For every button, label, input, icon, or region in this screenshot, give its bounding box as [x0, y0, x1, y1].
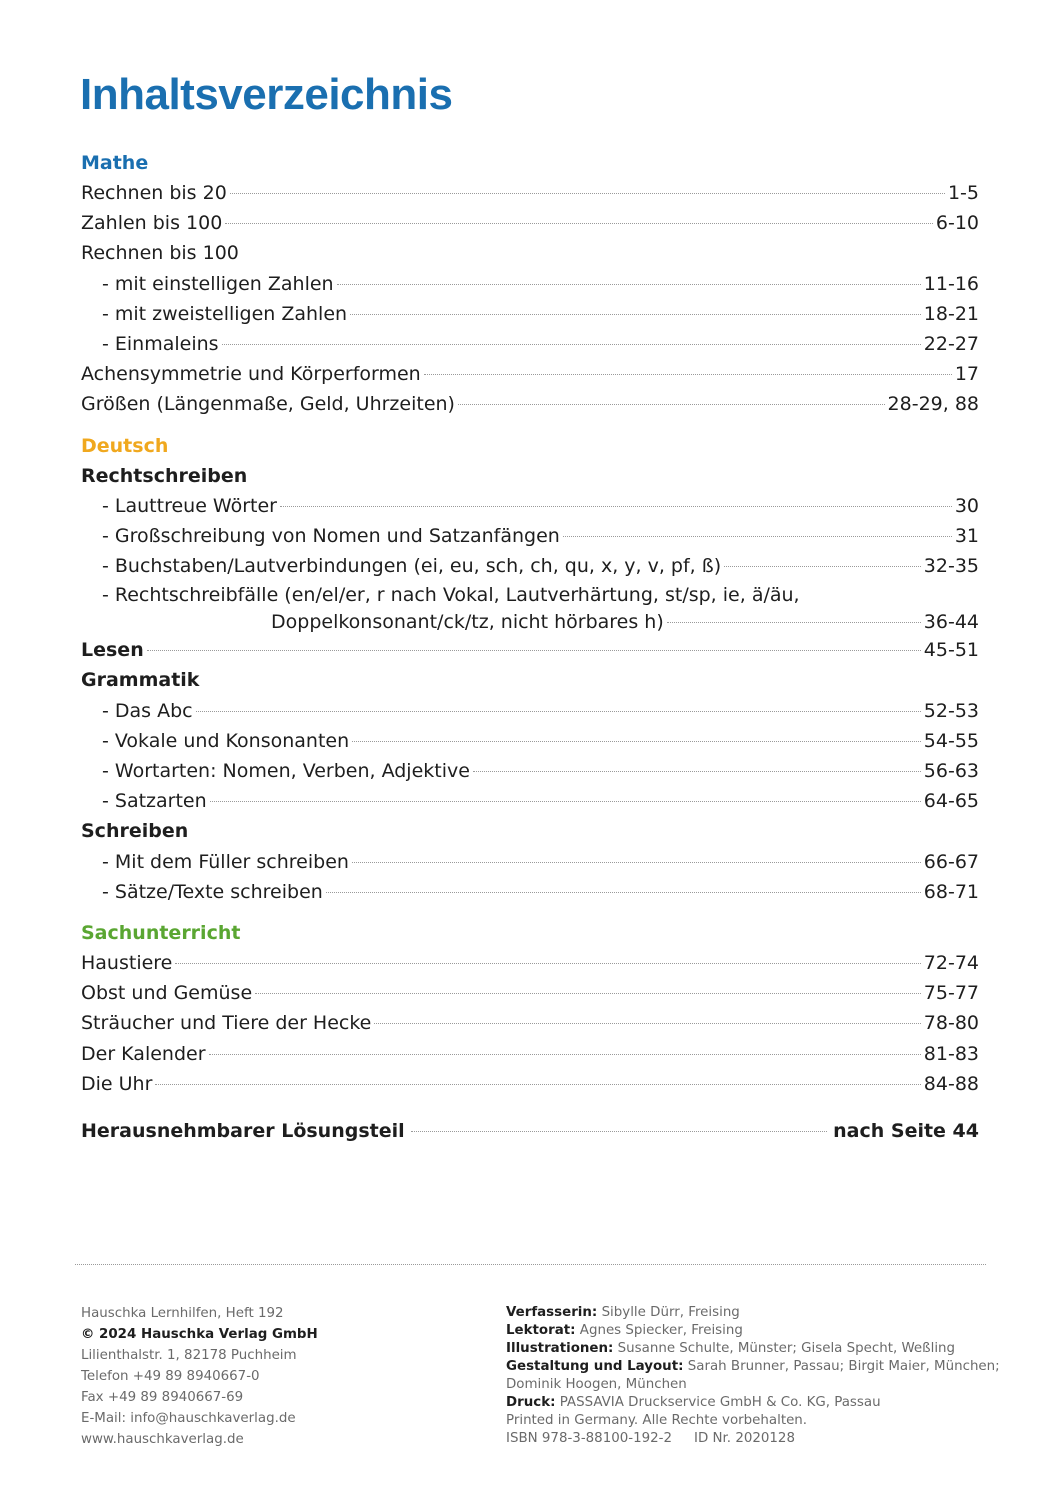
dot-leader	[255, 993, 921, 994]
entry-title: - Vokale und Konsonanten	[102, 729, 350, 752]
entry-title: Rechnen bis 100	[81, 242, 239, 265]
dot-leader	[563, 536, 952, 537]
dot-leader	[147, 650, 921, 651]
entry-pages: 81-83	[923, 1042, 979, 1065]
entry-title: Größen (Längenmaße, Geld, Uhrzeiten)	[81, 393, 455, 416]
entry-pages: 52-53	[923, 699, 979, 722]
dot-leader	[667, 622, 921, 623]
credit-layout-cont: Dominik Hoogen, München	[506, 1377, 687, 1392]
entry-title: - Buchstaben/Lautverbindungen (ei, eu, sch, ch, qu, x, y, v, pf, ß)	[102, 555, 722, 578]
dot-leader	[337, 284, 921, 285]
toc-entry[interactable]	[81, 269, 979, 299]
entry-pages: 30	[954, 494, 979, 517]
publisher-imprint	[81, 1303, 318, 1450]
dot-leader	[280, 506, 952, 507]
toc-entry[interactable]	[81, 359, 979, 389]
entry-pages: 72-74	[923, 951, 979, 974]
credits	[506, 1304, 1000, 1448]
credit-layout: Gestaltung und Layout: Sarah Brunner, Passau; Birgit Maier, München;	[506, 1359, 1000, 1374]
entry-pages: 66-67	[923, 850, 979, 873]
website-link[interactable]: www.hauschkaverlag.de	[81, 1432, 244, 1447]
page-title: Inhaltsverzeichnis	[80, 70, 453, 119]
toc-entry[interactable]	[81, 847, 979, 877]
entry-pages: 78-80	[923, 1012, 979, 1035]
toc-entry[interactable]	[81, 1008, 979, 1038]
dot-leader	[411, 1131, 828, 1132]
entry-pages: 28-29, 88	[887, 393, 979, 416]
subsection-heading-grammatik: Grammatik	[81, 669, 200, 692]
dot-leader	[352, 862, 921, 863]
entry-title-line2: Doppelkonsonant/ck/tz, nicht hörbares h)	[271, 611, 664, 634]
fax: Fax +49 89 8940667-69	[81, 1390, 244, 1405]
entry-title: Zahlen bis 100	[81, 212, 223, 235]
dot-leader	[209, 1054, 921, 1055]
entry-title: Die Uhr	[81, 1072, 153, 1095]
dot-leader	[210, 801, 921, 802]
toc-entry[interactable]	[81, 635, 979, 665]
dot-leader	[352, 741, 921, 742]
toc-entry[interactable]	[81, 948, 979, 978]
dot-leader	[155, 1084, 920, 1085]
toc-entry[interactable]	[81, 521, 979, 551]
toc-entry[interactable]	[81, 786, 979, 816]
dot-leader	[326, 892, 921, 893]
entry-pages: 17	[954, 363, 979, 386]
entry-pages: 32-35	[923, 555, 979, 578]
entry-pages: 6-10	[935, 212, 979, 235]
entry-pages: 75-77	[923, 982, 979, 1005]
toc-entry-loesungsteil[interactable]	[81, 1116, 979, 1146]
dot-leader	[374, 1023, 920, 1024]
dot-leader	[350, 314, 921, 315]
toc-entry[interactable]	[81, 551, 979, 581]
entry-title: - Sätze/Texte schreiben	[102, 880, 323, 903]
entry-title: - Das Abc	[102, 699, 193, 722]
copyright: © 2024 Hauschka Verlag GmbH	[81, 1327, 318, 1342]
entry-title: Herausnehmbarer Lösungsteil	[81, 1119, 405, 1142]
entry-pages: 64-65	[923, 790, 979, 813]
entry-title: - mit einstelligen Zahlen	[102, 272, 334, 295]
dot-leader	[196, 711, 921, 712]
toc-entry[interactable]	[81, 696, 979, 726]
dot-leader	[222, 344, 921, 345]
toc-entry[interactable]	[81, 726, 979, 756]
entry-pages: 68-71	[923, 880, 979, 903]
credit-illustration: Illustrationen: Susanne Schulte, Münster; Gisela Specht, Weßling	[506, 1341, 956, 1356]
dot-leader	[724, 566, 921, 567]
toc-entry[interactable]	[81, 1069, 979, 1099]
dot-leader	[175, 963, 920, 964]
entry-pages: 36-44	[923, 611, 979, 634]
toc-entry[interactable]	[81, 1039, 979, 1069]
entry-title: Lesen	[81, 639, 144, 662]
toc-entry[interactable]	[81, 178, 979, 208]
entry-title: - Einmaleins	[102, 332, 219, 355]
series-name: Hauschka Lernhilfen, Heft 192	[81, 1306, 284, 1321]
toc-entry[interactable]	[81, 299, 979, 329]
entry-pages: 11-16	[923, 272, 979, 295]
entry-title: - Satzarten	[102, 790, 207, 813]
subsection-heading-rechtschreiben: Rechtschreiben	[81, 464, 248, 487]
entry-pages: 54-55	[923, 729, 979, 752]
entry-pages: 56-63	[923, 760, 979, 782]
toc-entry[interactable]	[81, 491, 979, 521]
toc-entry[interactable]	[81, 329, 979, 359]
entry-title: Obst und Gemüse	[81, 982, 253, 1005]
section-heading-mathe: Mathe	[81, 152, 149, 174]
entry-pages: 84-88	[923, 1072, 979, 1095]
entry-title: Der Kalender	[81, 1042, 206, 1065]
id-number: ID Nr. 2020128	[694, 1431, 795, 1446]
credit-editor: Lektorat: Agnes Spiecker, Freising	[506, 1323, 743, 1338]
entry-pages: 45-51	[923, 639, 979, 662]
phone: Telefon +49 89 8940667-0	[81, 1369, 260, 1384]
section-heading-deutsch: Deutsch	[81, 434, 169, 457]
toc-entry[interactable]	[81, 978, 979, 1008]
dot-leader	[458, 404, 885, 405]
toc-entry[interactable]	[81, 238, 979, 268]
dot-leader	[473, 771, 921, 772]
entry-pages: 1-5	[947, 182, 979, 204]
dot-leader	[230, 193, 945, 194]
entry-pages: 22-27	[923, 332, 979, 355]
dot-leader	[424, 374, 952, 375]
entry-pages: 31	[954, 524, 979, 547]
isbn-line	[506, 1430, 976, 1448]
entry-title: Rechnen bis 20	[81, 182, 227, 204]
entry-title: - mit zweistelligen Zahlen	[102, 302, 348, 325]
entry-title: - Wortarten: Nomen, Verben, Adjektive	[102, 760, 470, 782]
entry-title-line1: - Rechtschreibfälle (en/el/er, r nach Vokal, Lautverhärtung, st/sp, ie, ä/äu,	[102, 584, 800, 607]
entry-pages: 18-21	[923, 302, 979, 325]
credit-print: Druck: PASSAVIA Druckservice GmbH & Co. KG, Passau	[506, 1395, 881, 1410]
toc-entry[interactable]	[81, 581, 979, 635]
subsection-heading-schreiben: Schreiben	[81, 820, 189, 843]
toc-entry[interactable]	[81, 756, 979, 786]
credit-author: Verfasserin: Sibylle Dürr, Freising	[506, 1305, 740, 1320]
dot-leader	[225, 223, 933, 224]
toc-entry[interactable]	[81, 389, 979, 419]
entry-title: Achensymmetrie und Körperformen	[81, 363, 421, 386]
rights-notice: Printed in Germany. Alle Rechte vorbehalten.	[506, 1413, 808, 1428]
entry-pages: nach Seite 44	[833, 1119, 979, 1142]
isbn: ISBN 978-3-88100-192-2	[506, 1431, 672, 1446]
entry-title: - Lauttreue Wörter	[102, 494, 277, 517]
entry-title: Haustiere	[81, 951, 173, 974]
entry-title: - Großschreibung von Nomen und Satzanfängen	[102, 524, 560, 547]
toc-entry[interactable]	[81, 208, 979, 238]
section-heading-sachunterricht: Sachunterricht	[81, 921, 241, 944]
email[interactable]: E-Mail: info@hauschkaverlag.de	[81, 1411, 296, 1426]
footer-divider	[75, 1264, 986, 1265]
entry-title: Sträucher und Tiere der Hecke	[81, 1012, 372, 1035]
table-of-contents	[81, 148, 979, 1146]
address: Lilienthalstr. 1, 82178 Puchheim	[81, 1348, 297, 1363]
toc-entry[interactable]	[81, 877, 979, 907]
entry-title: - Mit dem Füller schreiben	[102, 850, 349, 873]
